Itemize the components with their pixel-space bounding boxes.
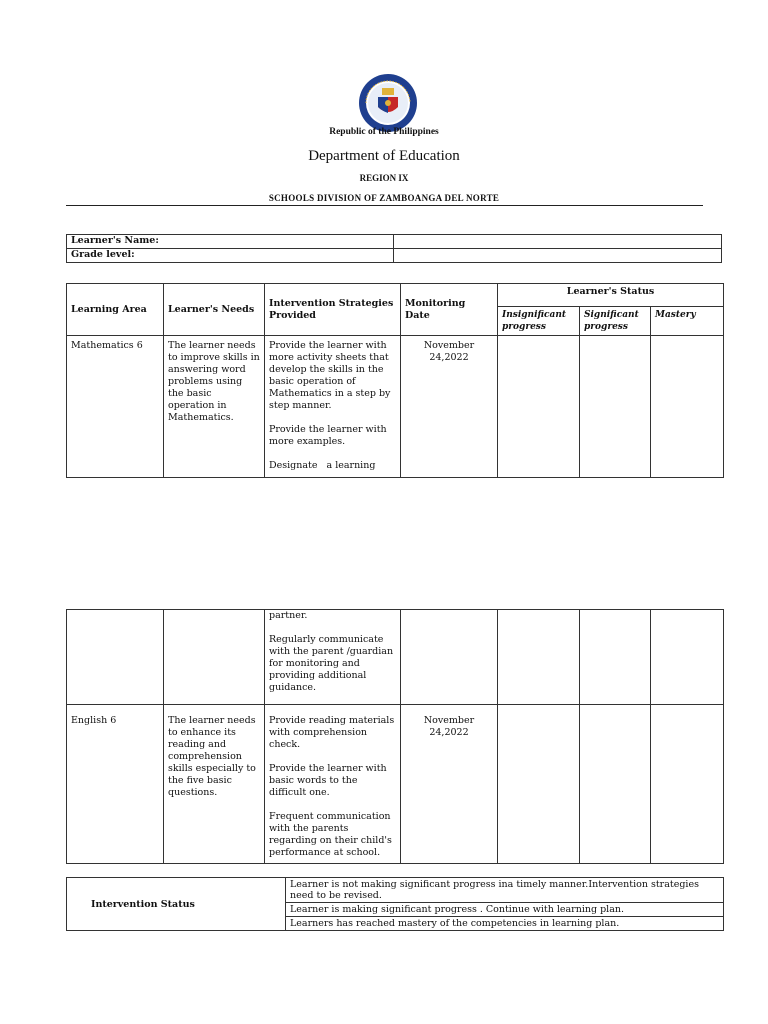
status-mastery-cell[interactable] xyxy=(651,705,724,864)
status-significant-cell[interactable] xyxy=(580,610,651,705)
status-description: Learner is making significant progress . Continue with learning plan. xyxy=(286,903,724,917)
status-insignificant-cell[interactable] xyxy=(498,336,580,478)
strategy-item: partner. xyxy=(269,610,308,621)
division-heading: SCHOOLS DIVISION OF ZAMBOANGA DEL NORTE xyxy=(268,193,500,203)
row-learners-needs: The learner needs to enhance its reading and comprehension skills especially to the five basic questions. xyxy=(164,705,265,864)
strategy-item: Frequent communication with the parents regarding on their child's performance at school. xyxy=(269,811,392,858)
row-learning-area: Mathematics 6 xyxy=(67,336,164,478)
row-learners-needs xyxy=(164,610,265,705)
row-learning-area xyxy=(67,610,164,705)
status-insignificant-cell[interactable] xyxy=(498,610,580,705)
intervention-table-part2 xyxy=(66,609,724,864)
status-description: Learners has reached mastery of the competencies in learning plan. xyxy=(286,917,724,931)
learner-info-table xyxy=(66,234,722,263)
department-title: Department of Education xyxy=(308,148,460,164)
table-row xyxy=(67,336,724,478)
header-learning-area: Learning Area xyxy=(67,284,164,336)
strategy-item: Provide the learner with more examples. xyxy=(269,424,387,447)
header-significant: Significant progress xyxy=(580,307,651,336)
row-strategies xyxy=(265,705,401,864)
status-significant-cell[interactable] xyxy=(580,336,651,478)
intervention-table-part1 xyxy=(66,283,724,478)
status-mastery-cell[interactable] xyxy=(651,610,724,705)
table-row xyxy=(67,610,724,705)
header-insignificant: Insignificant progress xyxy=(498,307,580,336)
header-monitoring-date: Monitoring Date xyxy=(401,284,498,336)
row-strategies xyxy=(265,610,401,705)
learner-name-value[interactable] xyxy=(394,235,722,249)
status-mastery-cell[interactable] xyxy=(651,336,724,478)
strategy-item: Provide the learner with basic words to the difficult one. xyxy=(269,763,387,798)
row-learning-area: English 6 xyxy=(67,705,164,864)
intervention-status-label: Intervention Status xyxy=(67,878,286,931)
row-strategies xyxy=(265,336,401,478)
intervention-status-table xyxy=(66,877,724,931)
header-intervention: Intervention Strategies Provided xyxy=(265,284,401,336)
header-mastery: Mastery xyxy=(651,307,724,336)
strategy-item: Regularly communicate with the parent /guardian for monitoring and providing additional guidance. xyxy=(269,634,394,693)
grade-level-label: Grade level: xyxy=(67,249,394,263)
learner-name-label: Learner's Name: xyxy=(67,235,394,249)
strategy-item: Designate a learning xyxy=(269,460,376,471)
grade-level-value[interactable] xyxy=(394,249,722,263)
status-insignificant-cell[interactable] xyxy=(498,705,580,864)
row-monitoring-date: November 24,2022 xyxy=(401,336,498,478)
header-learners-status: Learner's Status xyxy=(498,284,724,307)
row-learners-needs: The learner needs to improve skills in answering word problems using the basic operation in Mathematics. xyxy=(164,336,265,478)
strategy-item: Provide the learner with more activity sheets that develop the skills in the basic operation of Mathematics in a step by step manner. xyxy=(269,340,391,411)
status-significant-cell[interactable] xyxy=(580,705,651,864)
header-divider xyxy=(66,205,703,206)
republic-heading: Republic of the Philippines xyxy=(329,127,439,137)
row-monitoring-date: November 24,2022 xyxy=(401,705,498,864)
table-row xyxy=(67,705,724,864)
status-description: Learner is not making significant progress ina timely manner.Intervention strategies need to be revised. xyxy=(286,878,724,903)
strategy-item: Provide reading materials with comprehension check. xyxy=(269,715,395,750)
region-heading: REGION IX xyxy=(359,173,409,183)
header-learners-needs: Learner's Needs xyxy=(164,284,265,336)
row-monitoring-date xyxy=(401,610,498,705)
deped-seal-logo xyxy=(358,73,418,133)
